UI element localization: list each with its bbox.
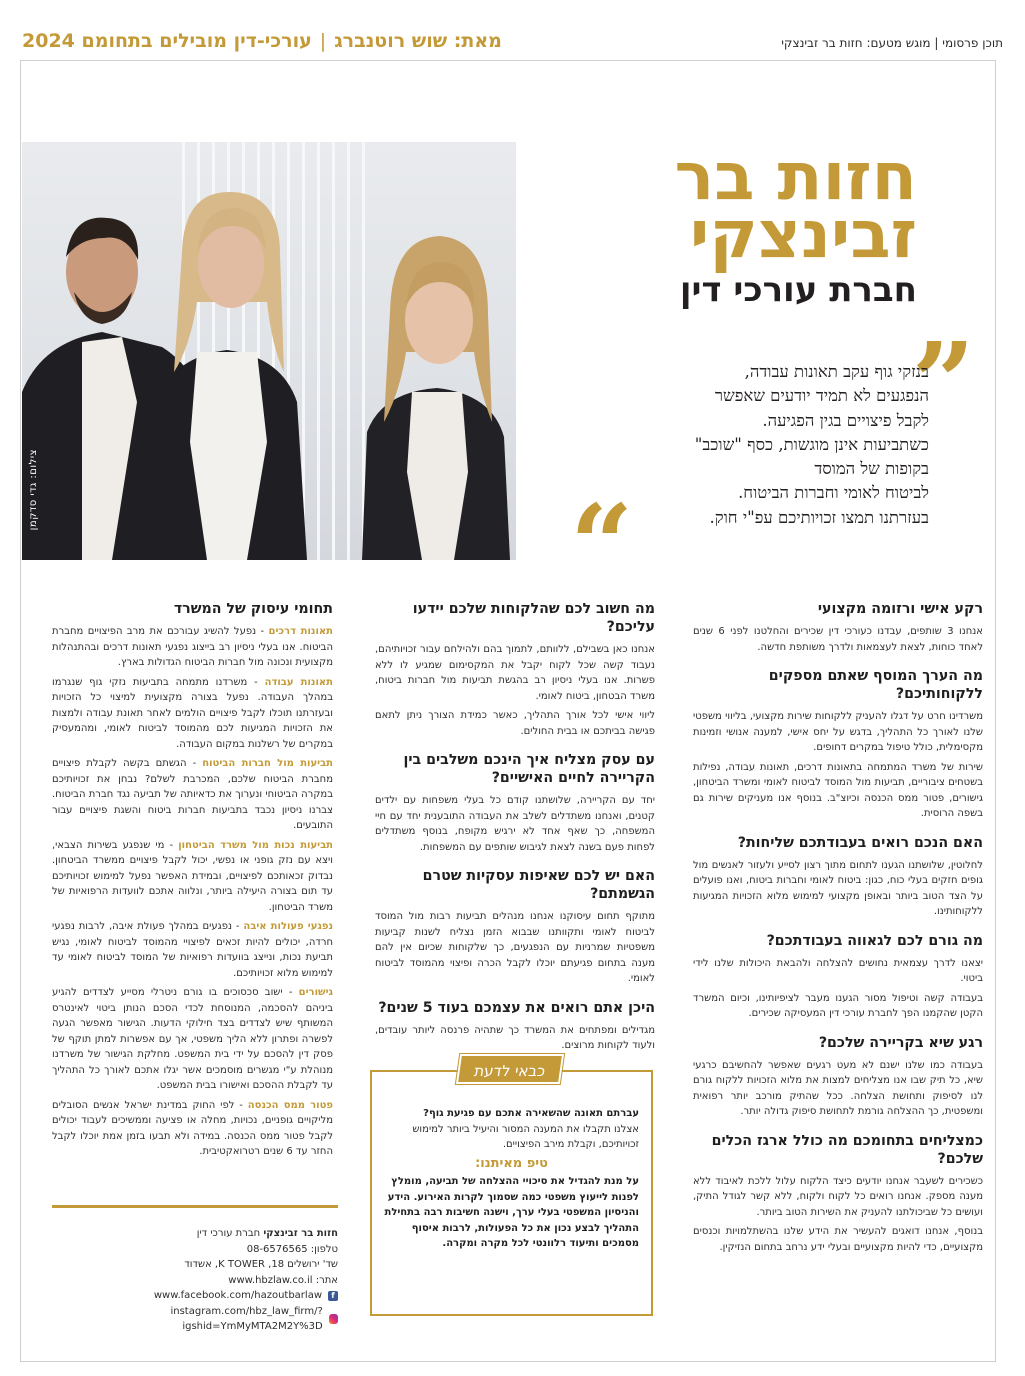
practice-area-item [52, 985, 333, 1094]
contact-divider [52, 1205, 338, 1208]
people-illustration [22, 142, 516, 560]
team-photo [22, 142, 516, 560]
section-title: עורכי-דין מובילים בתחומם 2024 [22, 30, 312, 52]
practice-area-term: תביעות נכות מול משרד הביטחון [178, 839, 333, 851]
answer-paragraph: יחד עם הקריירה, שלושתנו קודם כל בעלי משפחות עם ילדים קטנים, ואנחנו משתדלים לשלב את העבודה התובענית יחד עם חיי המשפחה, כך שאף אחד לא ירגיש מקופח, בנוסף משתדלים לפחות פעם בשנה לצאת לגיבוש שותפים עם המשפחות. [375, 795, 655, 853]
answer-paragraph: ליווי אישי לכל אורך התהליך, כאשר כמידת הצורך ניתן לתאם פגישה בביתכם או בבית החולים. [375, 710, 655, 737]
pull-quote [609, 360, 929, 530]
page-header [0, 0, 1025, 60]
facebook-link[interactable]: www.facebook.com/hazoutbarlaw [153, 1290, 322, 1301]
practice-area-text: - מי שנפגע בשירות הצבאי, ויצא עם נזק גופני או נפשי, יכול לקבל פיצויים ממשרד הביטחון. נבדוק זכאותכם לפיצויים, ובמידת האפשר נפעל למימוש זכויותיכם עד תום בצורה היעילה ביותר, ונלווה אתכם לוועדות הרפואיות של משרד הביטחון. [52, 839, 333, 913]
instagram-link[interactable]: instagram.com/hbz_law_firm/?igshid=YmMyMTA2M2Y%3D [170, 1305, 323, 1332]
answer-paragraph: יצאנו לדרך עצמאית נחושים להצלחה ולהבאת היכולות שלנו לידי ביטוי. [693, 957, 983, 984]
question-heading: האם הנכם רואים בעבודתכם שליחות? [737, 834, 983, 851]
tip-text: על מנת להגדיל את סיכויי ההצלחה של תביעה, מומלץ לפנות לייעוץ משפטי כמה שסמוך לקרות האירוע. הידע והניסיון המשפטי בעלי ערך, וישנה חשיבות רבה בתחילת התהליך לבצע נכון את כל הפעולות, לרבות איסוף מסמכים ותיעוד רלוונטי לכל מקרה ומקרה. [384, 1176, 639, 1249]
firm-name-line2: זבינצקי [689, 196, 917, 273]
practice-area-item [52, 624, 333, 671]
practice-area-term: תביעות מול חברות הביטוח [202, 758, 333, 769]
qa-section [693, 1034, 983, 1120]
practice-area-item [52, 838, 333, 916]
contact-phone: טלפון: 08-6576565 [246, 1243, 338, 1255]
pull-quote-line: בעזרתנו תמצו זכויותיכם עפ"י חוק. [709, 507, 929, 527]
tip-box [370, 1062, 653, 1316]
pull-quote-line: בקופות של המוסד [814, 459, 929, 479]
answer-paragraph: לחלוטין, שלושתנו הגענו לתחום מתוך רצון לסייע ולעזור לאנשים מול גופים חזקים בעלי כוח, כגון: ביטוח לאומי וחברות ביטוח, ואנו פועלים על הצד הטוב ביותר ובאופן מקצועי למימוש מלוא הזכויות המגיעות ללקוחותינו. [693, 859, 983, 917]
firm-name-line1: חזות בר [674, 138, 917, 215]
header-divider: | [319, 30, 327, 52]
qa-section [375, 751, 655, 855]
contact-block [52, 1226, 338, 1335]
interview-column-middle [375, 600, 655, 1066]
firm-subtitle: חברת עורכי דין [679, 270, 917, 310]
contact-facebook[interactable] [52, 1288, 338, 1304]
pull-quote-line: לביטוח לאומי וחברות הביטוח. [738, 483, 929, 503]
qa-section [693, 667, 983, 822]
practice-area-term: תאונות עבודה [264, 676, 333, 688]
interview-column-right [693, 600, 983, 1267]
answer-paragraph: בעבודה קשה וטיפול מסור הגענו מעבר לציפיותינו, וכיום המשרד הקטן שהקמנו הפך לחברת עורכי דין המעסיקה שכירים. [693, 992, 983, 1019]
pull-quote-line: כשתביעות אינן מוגשות, כסף "שוכב" [694, 434, 929, 454]
qa-section [693, 600, 983, 655]
practice-area-text: - לפי החוק במדינת ישראל אנשים הסובלים מליקויים גופניים, נכויות, מחלה או פציעה וממשיכים לעבוד יכולים לקבל פטור ממס הכנסה. במידה ולא תבעו בזמן אמת יוכלו לקבל החזר עד 6 שנים רטרואקטיבית. [52, 1099, 333, 1157]
quote-close-icon: “ [570, 480, 634, 609]
question-heading: היכן אתם רואים את עצמכם בעוד 5 שנים? [378, 999, 655, 1016]
qa-section [375, 999, 655, 1054]
practice-area-term: תאונות דרכים [268, 626, 333, 637]
answer-paragraph: משרדינו חרט על דגלו להעניק ללקוחות שירות מקצועי, בליווי משפטי שלנו לאורך כל התהליך, בדגש על יחס אישי, למענה אנושי וזמינות מקסימלית, כולל טיפול במקרים דחופים. [693, 711, 983, 753]
practice-area-text: - הגשתם בקשה לקבלת פיצויים מחברת הביטוח שלכם, המכרבת לשלם? נבחן את זכויותיכם במקרה הביטוחי ונערוך את כדאיותה של תביעה נגד חברת הביטוח. צברנו ניסיון נכבד בתביעות חברות ביטוח והשגת פיצויים עבור התובעים. [52, 758, 333, 831]
practice-area-text: - נפעל להשיג עבורכם את מרב הפיצויים מחברת הביטוח. אנו בעלי ניסיון רב בייצוג נפגעי תאונות דרכים ובהתנהלות מקצועית ונכונה מול חברות הביטוח הגדולות בארץ. [52, 626, 333, 668]
answer-paragraph: שירות של משרד המתמחה בתאונות דרכים, תאונות עבודה, נפילות בשטחים ציבוריים, תביעות מול המוסד לביטוח לאומי ומשרד הביטחון, גישורים, פטור ממס הכנסה וכיוצ"ב. בנוסף אנו מעניקים שירות גם בשפה הרוסית. [693, 761, 983, 819]
practice-area-term: פטור ממס הכנסה [247, 1099, 333, 1111]
practice-area-text: - נפגעים במהלך פעולת איבה, לרבות נפגעי חרדה, יכולים להיות זכאים לפיצויי מהמוסד לביטוח לאומי, נגיש תביעת נכות, ונייצג בוועדות רפואיות של המוסד לביטוח לאומי עד למימוש מלוא זכויותיכם. [52, 921, 333, 979]
qa-section [693, 834, 983, 920]
question-heading: האם יש לכם שאיפות עסקיות שטרם הגשמתם? [422, 868, 655, 902]
contact-instagram[interactable] [52, 1304, 338, 1335]
practice-areas-heading: תחומי עיסוק של המשרד [173, 601, 333, 617]
photo-credit: צילום: גדי סדקמן [28, 448, 39, 530]
answer-paragraph: אנחנו 3 שותפים, עבדנו כעורכי דין שכירים והחלטנו לפני 6 שנים לאחד כוחות, לצאת לעצמאות ולדרך משותפת חדשה. [693, 626, 983, 653]
question-heading: מה חשוב לכם שהלקוחות שלכם יידעו עליכם? [412, 601, 655, 635]
pull-quote-line: לקבל פיצויים בגין הפגיעה. [762, 410, 929, 430]
contact-firm [52, 1226, 338, 1242]
qa-section [375, 867, 655, 987]
qa-section [693, 932, 983, 1022]
contact-firm-type: חברת עורכי דין [196, 1228, 264, 1239]
quote-open-icon: ” [911, 318, 975, 447]
practice-area-item [52, 675, 333, 753]
answer-paragraph: בעבודה כמו שלנו ישנם לא מעט רגעים שאפשר להחשיבם כרגעי שיא, כל תיק שבו אנו מצליחים למצות את מלוא הזכויות ללקוח גורם לנו לסיפוק ותחושת הצלחה. ככל שהתיק מורכב יותר רפואית ומשפטית, כך ההצלחה גורמת לתחושת סיפוק גדולה יותר. [693, 1059, 983, 1117]
contact-website[interactable]: אתר: www.hbzlaw.co.il [228, 1274, 338, 1286]
pull-quote-line: הנפגעים לא תמיד יודעים שאפשר [714, 386, 929, 406]
answer-paragraph: מגדילים ומפתחים את המשרד כך שתהיה פרנסה ליותר עובדים, ולעוד לקוחות מרוצים. [375, 1024, 655, 1051]
section-header [22, 30, 502, 52]
answer-paragraph: אנחנו כאן בשבילם, ללוותם, לתמוך בהם ולהילחם עבור זכויותיהם, נעבוד קשה שכל לקוח יקבל את המקסימום שמגיע לו ללא פשרות. אנו בעלי ניסיון רב בהגשת תביעות מול חברות ביטוח, משרד הבטחון, ביטוח לאומי. [375, 644, 655, 702]
practice-area-text: - ישוב סכסוכים בו גורם ניטרלי מסייע לצדדים להגיע ביניהם להסכמה, המנוסחת לכדי הסכם הנותן ביטוי לאינטרס המשותף שיש לצדדים בצד חילוקי הדעות. הגישור מאפשר הגעה לפשרה ופתרון ללא הליך משפטי, אך עם אפשרות למתן תוקף של פסק דין להסכם על ידי בית המשפט. מחלקת הגישור של משרדנו מנוהלת ע"י מגשרים מוסמכים אשר יגלו אתכם לאורך כל התהליך עד לקבלת ההסכם ואישורו בבית המשפט. [52, 987, 333, 1091]
tip-box-tag: כבאי לדעת [456, 1054, 564, 1084]
pull-quote-line: בנזקי גוף עקב תאונות עבודה, [744, 362, 929, 381]
question-heading: מה גורם לכם לגאווה בעבודתכם? [766, 932, 983, 949]
practice-area-item [52, 1098, 333, 1160]
contact-firm-name: חזות בר זבינצקי [263, 1228, 338, 1239]
sponsored-label: תוכן פרסומי | מוגש מטעם: חזות בר זבינצקי [781, 36, 1003, 50]
practice-area-item [52, 919, 333, 981]
tip-title: טיפ מאיתנו: [475, 1155, 548, 1171]
answer-paragraph: כשכירים לשעבר אנחנו יודעים כיצד הלקוח עלול ללכת לאיבוד ללא מענה מספק. אנחנו רואים כל לקוח ולקוח, ללא קשר לגודל התיק, ועושים כל שביכולתנו להעניק את השירות הטוב ביותר. [693, 1175, 983, 1218]
tip-box-question: עברתם תאונה שהשאירה אתכם עם פגיעת גוף? [423, 1108, 639, 1119]
practice-area-text: - משרדנו מתמחה בתביעות נזקי גוף שנגרמו במהלך העבודה. נפעל בצורה מקצועית למיצוי כל הזכויות ובעזרתנו תוכלו לקבל פיצויים הולמים לאחר תאונת עבודה ולמצות את הזכויות המגיעות לכם מהמוסד לביטוח לאומי, ומהמעסיק במקרים של רשלנות במקום העבודה. [52, 676, 333, 750]
qa-section [375, 600, 655, 739]
question-heading: רקע אישי ורזומה מקצועי [817, 601, 983, 617]
question-heading: רגע שיא בקריירה שלכם? [818, 1034, 983, 1051]
practice-areas-column [52, 600, 333, 1164]
question-heading: עם עסק מצליח איך הינכם משלבים בין הקריירה לחיים האישיים? [403, 752, 655, 786]
instagram-icon [329, 1314, 338, 1324]
answer-paragraph: בנוסף, אנחנו דואגים להעשיר את הידע שלנו בהשתלמויות וכנסים מקצועיים, כדי להיות מקצועיים ובעלי ידע נרחב בתחום הנזיקין. [693, 1226, 983, 1253]
qa-section [693, 1132, 983, 1256]
author-label: מאת: שוש רוטנברג [334, 30, 502, 52]
answer-paragraph: מתוקף תחום עיסוקנו אנחנו מנהלים תביעות רבות מול המוסד לביטוח לאומי ותקוותנו שבבוא הזמן נצליח לשנות קביעות משפטיות שמרניות עם הנפגעים, כך שלקוחות שכיום אין להם מענה בתחום פגיעתם יוכלו לקבל הכרה ופיצוי מהמוסד לביטוח לאומי. [375, 911, 655, 984]
question-heading: כמצליחים בתחומכם מה כולל ארגז הכלים שלכם? [711, 1132, 983, 1167]
tip-box-answer: אצלנו תקבלו את המענה המסור והיעיל ביותר למימוש זכויותיכם, וקבלת מירב הפיצויים. [412, 1123, 639, 1150]
practice-area-term: נפגעי פעולות איבה [243, 921, 333, 932]
practice-area-item [52, 756, 333, 834]
facebook-icon: f [328, 1291, 338, 1301]
practice-area-term: גישורים [298, 987, 333, 998]
contact-address: שד' ירושלים 18, K TOWER, אשדוד [184, 1259, 338, 1270]
question-heading: מה הערך המוסף שאתם מספקים ללקוחותיכם? [768, 668, 983, 702]
